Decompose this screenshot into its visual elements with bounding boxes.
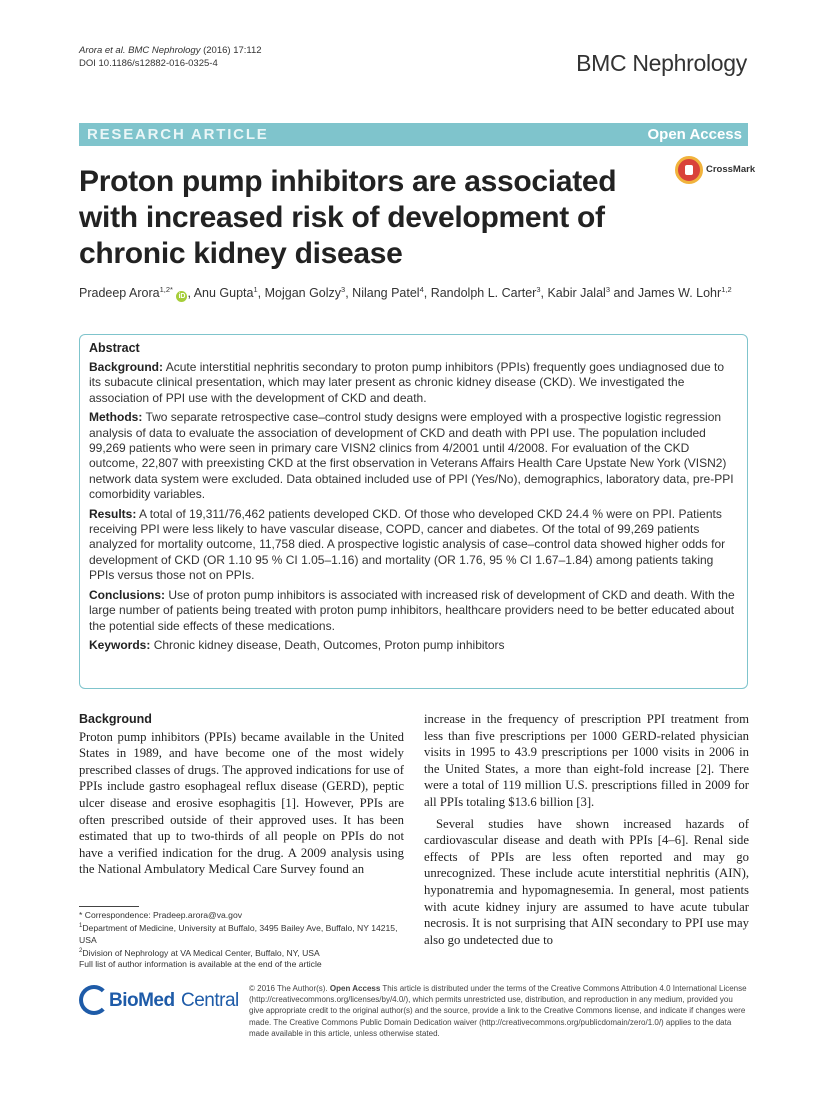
footnote-divider	[79, 906, 139, 907]
section-heading: Background	[79, 712, 152, 726]
abstract-keywords-text: Chronic kidney disease, Death, Outcomes, Proton pump inhibitors	[150, 637, 505, 652]
crossmark-icon	[675, 156, 703, 184]
abstract-background-label: Background:	[89, 360, 164, 374]
biomed-swirl-icon	[79, 985, 109, 1015]
author-name[interactable]: James W. Lohr	[637, 286, 722, 301]
crossmark-badge[interactable]	[675, 156, 756, 186]
abstract-conclusions	[89, 588, 738, 634]
body-column-left	[79, 711, 404, 878]
body-column-right	[424, 711, 749, 948]
abstract-conclusions-text: Use of proton pump inhibitors is associated with increased risk of development of CKD and death. With the large number of patients being treated with proton pump inhibitors, healthcare providers need to be better educated about the potential side effects of these medications.	[89, 587, 735, 633]
author-list: Pradeep Arora$^{1,2*}$ iD , Anu Gupta$^1$, Mojgan Golzy$^3$, Nilang Patel$^4$, Randolph L. Carter$^3$, Kabir Jalal$^3$ and James W. Lohr$^{1,2}$	[79, 285, 732, 301]
doi: DOI 10.1186/s12882-016-0325-4	[79, 58, 218, 69]
full-list-note: Full list of author information is available at the end of the article	[79, 959, 322, 970]
license-open-access: Open Access	[329, 984, 381, 993]
author-name[interactable]: Nilang Patel	[352, 286, 420, 301]
biomed-central-logo[interactable]	[79, 985, 239, 1017]
body-paragraph: Proton pump inhibitors (PPIs) became available in the United States in 1989, and have become one of the most widely prescribed classes of drugs. The approved indications for use of PPIs include gastro esophageal reflux disease (GERD), peptic ulcer disease and erosive esophagitis [1]. However, PPIs are often prescribed outside of their approved uses. It has been estimated that up to two-thirds of all people on PPIs do not have a verified indication for the drug. A 2009 analysis using the National Ambulatory Medical Care Survey found an	[79, 729, 404, 877]
abstract-methods-label: Methods:	[89, 410, 143, 425]
author-name[interactable]: Randolph L. Carter	[430, 286, 537, 301]
author-affiliation: 3	[341, 285, 346, 294]
license-text: This article is distributed under the terms of the Creative Commons Attribution 4.0 International License (http://creativecommons.org/licenses/by/4.0/), which permits unrestricted use, distribution, and reproduction in any medium, provided you give appropriate credit to the original author(s) and the source, provide a link to the Creative Commons license, and indicate if changes were made. The Creative Commons Public Domain Dedication waiver (http://creativecommons.org/publicdomain/zero/1.0/) applies to the data made available in this article, unless otherwise stated.	[249, 984, 747, 1038]
abstract-results-label: Results:	[89, 506, 137, 521]
author-affiliation: 3	[536, 285, 541, 294]
logo-light-text: Central	[181, 990, 239, 1011]
journal-name: BMC Nephrology	[576, 50, 747, 76]
affiliation-text: Department of Medicine, University at Buffalo, 3495 Bailey Ave, Buffalo, NY 14215, USA	[79, 923, 398, 945]
body-paragraph: increase in the frequency of prescription PPI treatment from less than five prescriptions per 1000 GERD-related physician visits in 1995 to 43.9 prescriptions per 1000 visits in 2006 in the United States, a more than eight-fold increase [2]. There were a total of 119 million U.S. prescriptions filled in 2009 for all PPIs totaling $13.6 billion [3].	[424, 712, 749, 809]
abstract-keywords-label: Keywords:	[89, 637, 151, 652]
article-type: RESEARCH ARTICLE	[87, 126, 269, 143]
citation-authors: Arora et al.	[79, 45, 126, 56]
abstract-heading: Abstract	[89, 341, 140, 355]
abstract-results	[89, 507, 738, 584]
author-affiliation: 1	[253, 285, 258, 294]
citation-journal: BMC Nephrology	[128, 45, 201, 56]
author-affiliation: 1,2	[721, 285, 732, 294]
author-affiliation: 4	[419, 285, 424, 294]
citation-header	[79, 44, 262, 70]
crossmark-label: CrossMark	[706, 164, 756, 175]
body-paragraph: Several studies have shown increased hazards of cardiovascular disease and death with PPIs [4–6]. Renal side effects of PPIs are less often reported and may go unrecognized. These include acute interstitial nephritis (AIN), hyponatremia and hypomagnesemia. In general, most patients with acute kidney injury are assumed to have acute tubular necrosis. It is not surprising that AIN secondary to PPI use may also go undetected due to	[424, 816, 749, 947]
affiliation-1	[79, 921, 409, 946]
author-affiliation: 3	[605, 285, 610, 294]
license-statement	[249, 983, 749, 1039]
abstract-background-text: Acute interstitial nephritis secondary to proton pump inhibitors (PPIs) frequently goes undiagnosed due to its subacute clinical presentation, which may later present as chronic kidney disease (CKD). We investigated the association of PPI use with the development of CKD and death.	[89, 360, 725, 405]
abstract-methods-text: Two separate retrospective case–control study designs were employed with a prospective logistic regression analysis of data to evaluate the association of development of CKD and death with PPI use. The population included 99,269 patients who were seen in primary care VISN2 clinics from 4/2001 until 4/2008. For evaluation of the CKD outcome, 22,807 with preexisting CKD at the first observation in Veterans Affairs Health Care Upstate New York (VISN2) network data system were excluded. Data obtained included use of PPI (Yes/No), demographics, laboratory data, pre-PPI comorbidity variables.	[89, 410, 734, 502]
abstract-box	[79, 334, 748, 689]
author-name[interactable]: Anu Gupta	[193, 286, 254, 301]
author-name[interactable]: Pradeep Arora	[79, 286, 160, 301]
orcid-icon[interactable]: iD	[178, 293, 186, 301]
author-name[interactable]: Kabir Jalal	[547, 286, 606, 301]
footnotes	[79, 910, 409, 971]
open-access-label: Open Access	[647, 126, 742, 143]
affiliation-number: 2	[79, 948, 83, 955]
article-title: Proton pump inhibitors are associated with increased risk of development of chronic kidney disease	[79, 165, 617, 270]
affiliation-number: 1	[79, 923, 83, 930]
article-banner	[79, 123, 748, 146]
citation-rest: (2016) 17:112	[200, 45, 262, 56]
author-name[interactable]: Mojgan Golzy	[264, 286, 342, 301]
abstract-conclusions-label: Conclusions:	[89, 587, 166, 602]
abstract-results-text: A total of 19,311/76,462 patients developed CKD. Of those who developed CKD 24.4 % were on PPI. Patients receiving PPI were less likely to have vascular disease, COPD, cancer and diabetes. Of the total of 99,269 patients analyzed for mortality outcome, 11,758 died. A prospective logistic analysis of case–control data showed higher odds for development of CKD (OR 1.10 95 % CI 1.05–1.16) and mortality (OR 1.76, 95 % CI 1.67–1.84) among patients taking PPIs versus those not on PPIs.	[89, 506, 726, 583]
abstract-background	[89, 360, 738, 406]
abstract-keywords	[89, 638, 738, 653]
correspondence[interactable]: * Correspondence: Pradeep.arora@va.gov	[79, 910, 243, 920]
author-affiliation: 1,2*	[159, 285, 173, 294]
affiliation-text: Division of Nephrology at VA Medical Center, Buffalo, NY, USA	[82, 947, 320, 958]
license-prefix: © 2016 The Author(s).	[249, 984, 330, 993]
logo-bold-text: BioMed	[109, 990, 175, 1011]
affiliation-2	[79, 946, 409, 959]
abstract-methods	[89, 410, 738, 502]
